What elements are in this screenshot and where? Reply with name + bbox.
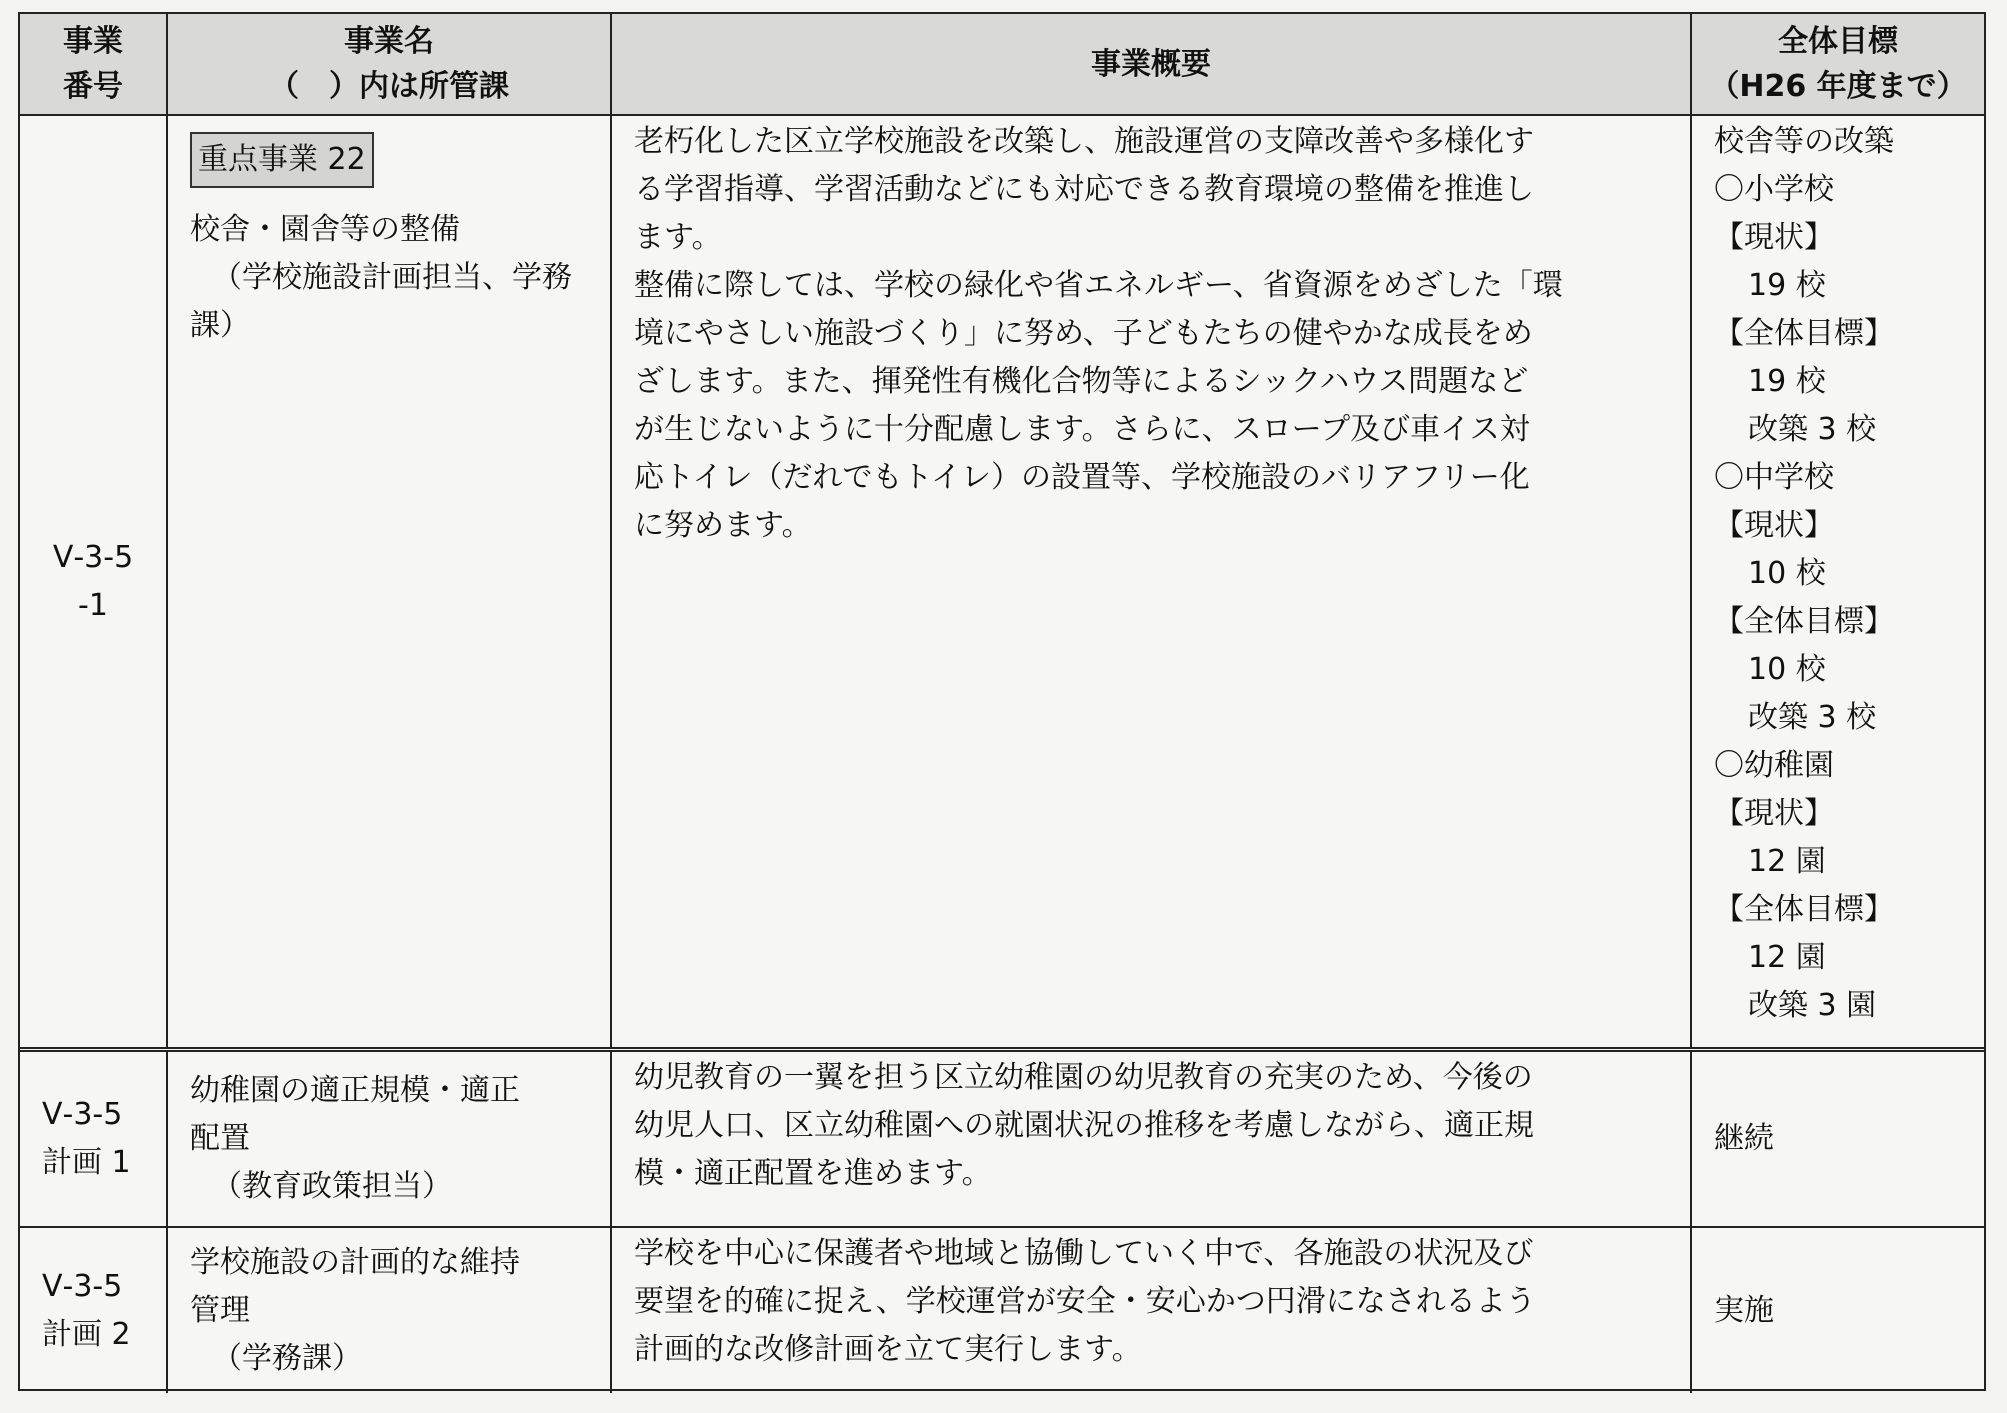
table-row <box>20 116 1984 1052</box>
header-business-summary: 事業概要 <box>612 14 1692 114</box>
business-summary: 幼児教育の一翼を担う区立幼稚園の幼児教育の充実のため、今後の 幼児人口、区立幼稚園への就園状況の推移を考慮しながら、適正規 模・適正配置を進めます。 <box>612 1052 1692 1226</box>
business-name: 重点事業 22 校舎・園舎等の整備 （学校施設計画担当、学務 課） <box>168 116 612 1047</box>
overall-target: 校舎等の改築 〇小学校 【現状】 19 校 【全体目標】 19 校 改築 3 校 〇中学校 【現状】 10 校 【全体目標】 10 校 改築 3 校 〇幼稚園 【現状】 12 園 【全体目標】 12 園 改築 3 園 <box>1714 124 1894 1023</box>
header-business-name: 事業名 （ ）内は所管課 <box>168 14 612 114</box>
business-plan-table <box>18 12 1986 1391</box>
header-overall-target: 全体目標 （H26 年度まで） <box>1709 24 1967 104</box>
overall-target: 継続 <box>1714 1121 1774 1156</box>
business-number: Ⅴ-3-5 -1 <box>20 116 168 1047</box>
priority-badge: 重点事業 22 <box>190 132 374 188</box>
business-name: 学校施設の計画的な維持 管理 （学務課） <box>168 1228 612 1393</box>
business-name: 幼稚園の適正規模・適正 配置 （教育政策担当） <box>168 1052 612 1226</box>
table-header-row <box>20 14 1984 116</box>
business-number: Ⅴ-3-5 計画 2 <box>20 1228 168 1393</box>
business-summary: 老朽化した区立学校施設を改築し、施設運営の支障改善や多様化す る学習指導、学習活動などにも対応できる教育環境の整備を推進し ます。 整備に際しては、学校の緑化や省エネルギー、省資源をめざした「環 境にやさしい施設づくり」に努め、子どもたちの健やかな成長をめ ざします。また、揮発性有機化合物等によるシックハウス問題など が生じないように十分配慮します。さらに、スロープ及び車イス対 応トイレ（だれでもトイレ）の設置等、学校施設のバリアフリー化 に努めます。 <box>612 116 1692 1047</box>
table-row <box>20 1052 1984 1228</box>
table-row <box>20 1228 1984 1393</box>
header-business-number: 事業 番号 <box>20 14 168 114</box>
overall-target: 実施 <box>1714 1292 1774 1328</box>
business-number: Ⅴ-3-5 計画 1 <box>20 1052 168 1226</box>
business-summary: 学校を中心に保護者や地域と協働していく中で、各施設の状況及び 要望を的確に捉え、学校運営が安全・安心かつ円滑になされるよう 計画的な改修計画を立て実行します。 <box>612 1228 1692 1393</box>
